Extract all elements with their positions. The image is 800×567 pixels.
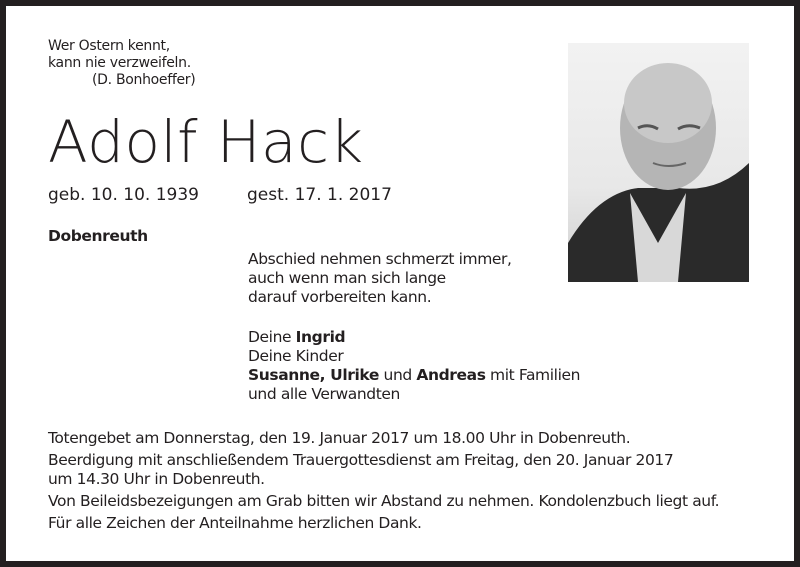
quote-line: Wer Ostern kennt, xyxy=(48,38,170,54)
text: mit Familien xyxy=(485,366,581,384)
saying-line: darauf vorbereiten kann. xyxy=(248,288,432,306)
mourner-line xyxy=(248,366,580,385)
saying-line: Abschied nehmen schmerzt immer, xyxy=(248,250,512,268)
children-names: Susanne, Ulrike xyxy=(248,366,380,384)
portrait-figure xyxy=(568,43,749,282)
notices xyxy=(48,429,719,533)
saying-line: auch wenn man sich lange xyxy=(248,269,446,287)
text: und xyxy=(379,366,417,384)
quote-author: (D. Bonhoeffer) xyxy=(92,72,196,88)
place: Dobenreuth xyxy=(48,227,148,245)
mourners xyxy=(248,328,580,404)
text: Deine xyxy=(248,328,296,346)
portrait-photo xyxy=(568,43,749,282)
quote xyxy=(48,38,195,89)
deceased-name: Adolf Hack xyxy=(48,108,364,176)
mourner-line xyxy=(248,328,580,347)
child-name: Andreas xyxy=(416,366,486,384)
mourner-line: und alle Verwandten xyxy=(248,385,400,403)
funeral-notice: Beerdigung mit anschließendem Trauergottesdienst am Freitag, den 20. Januar 2017 xyxy=(48,451,674,469)
condolence-notice: Von Beileidsbezeigungen am Grab bitten wir Abstand zu nehmen. Kondolenzbuch liegt auf. xyxy=(48,492,720,510)
prayer-notice: Totengebet am Donnerstag, den 19. Januar 2017 um 18.00 Uhr in Dobenreuth. xyxy=(48,429,631,447)
death-date: gest. 17. 1. 2017 xyxy=(247,185,392,205)
mourner-line: Deine Kinder xyxy=(248,347,344,365)
spouse-name: Ingrid xyxy=(295,328,346,346)
quote-line: kann nie verzweifeln. xyxy=(48,55,191,71)
saying xyxy=(248,250,512,307)
birth-date: geb. 10. 10. 1939 xyxy=(48,185,199,205)
thanks-notice: Für alle Zeichen der Anteilnahme herzlichen Dank. xyxy=(48,514,422,532)
funeral-notice: um 14.30 Uhr in Dobenreuth. xyxy=(48,470,265,488)
